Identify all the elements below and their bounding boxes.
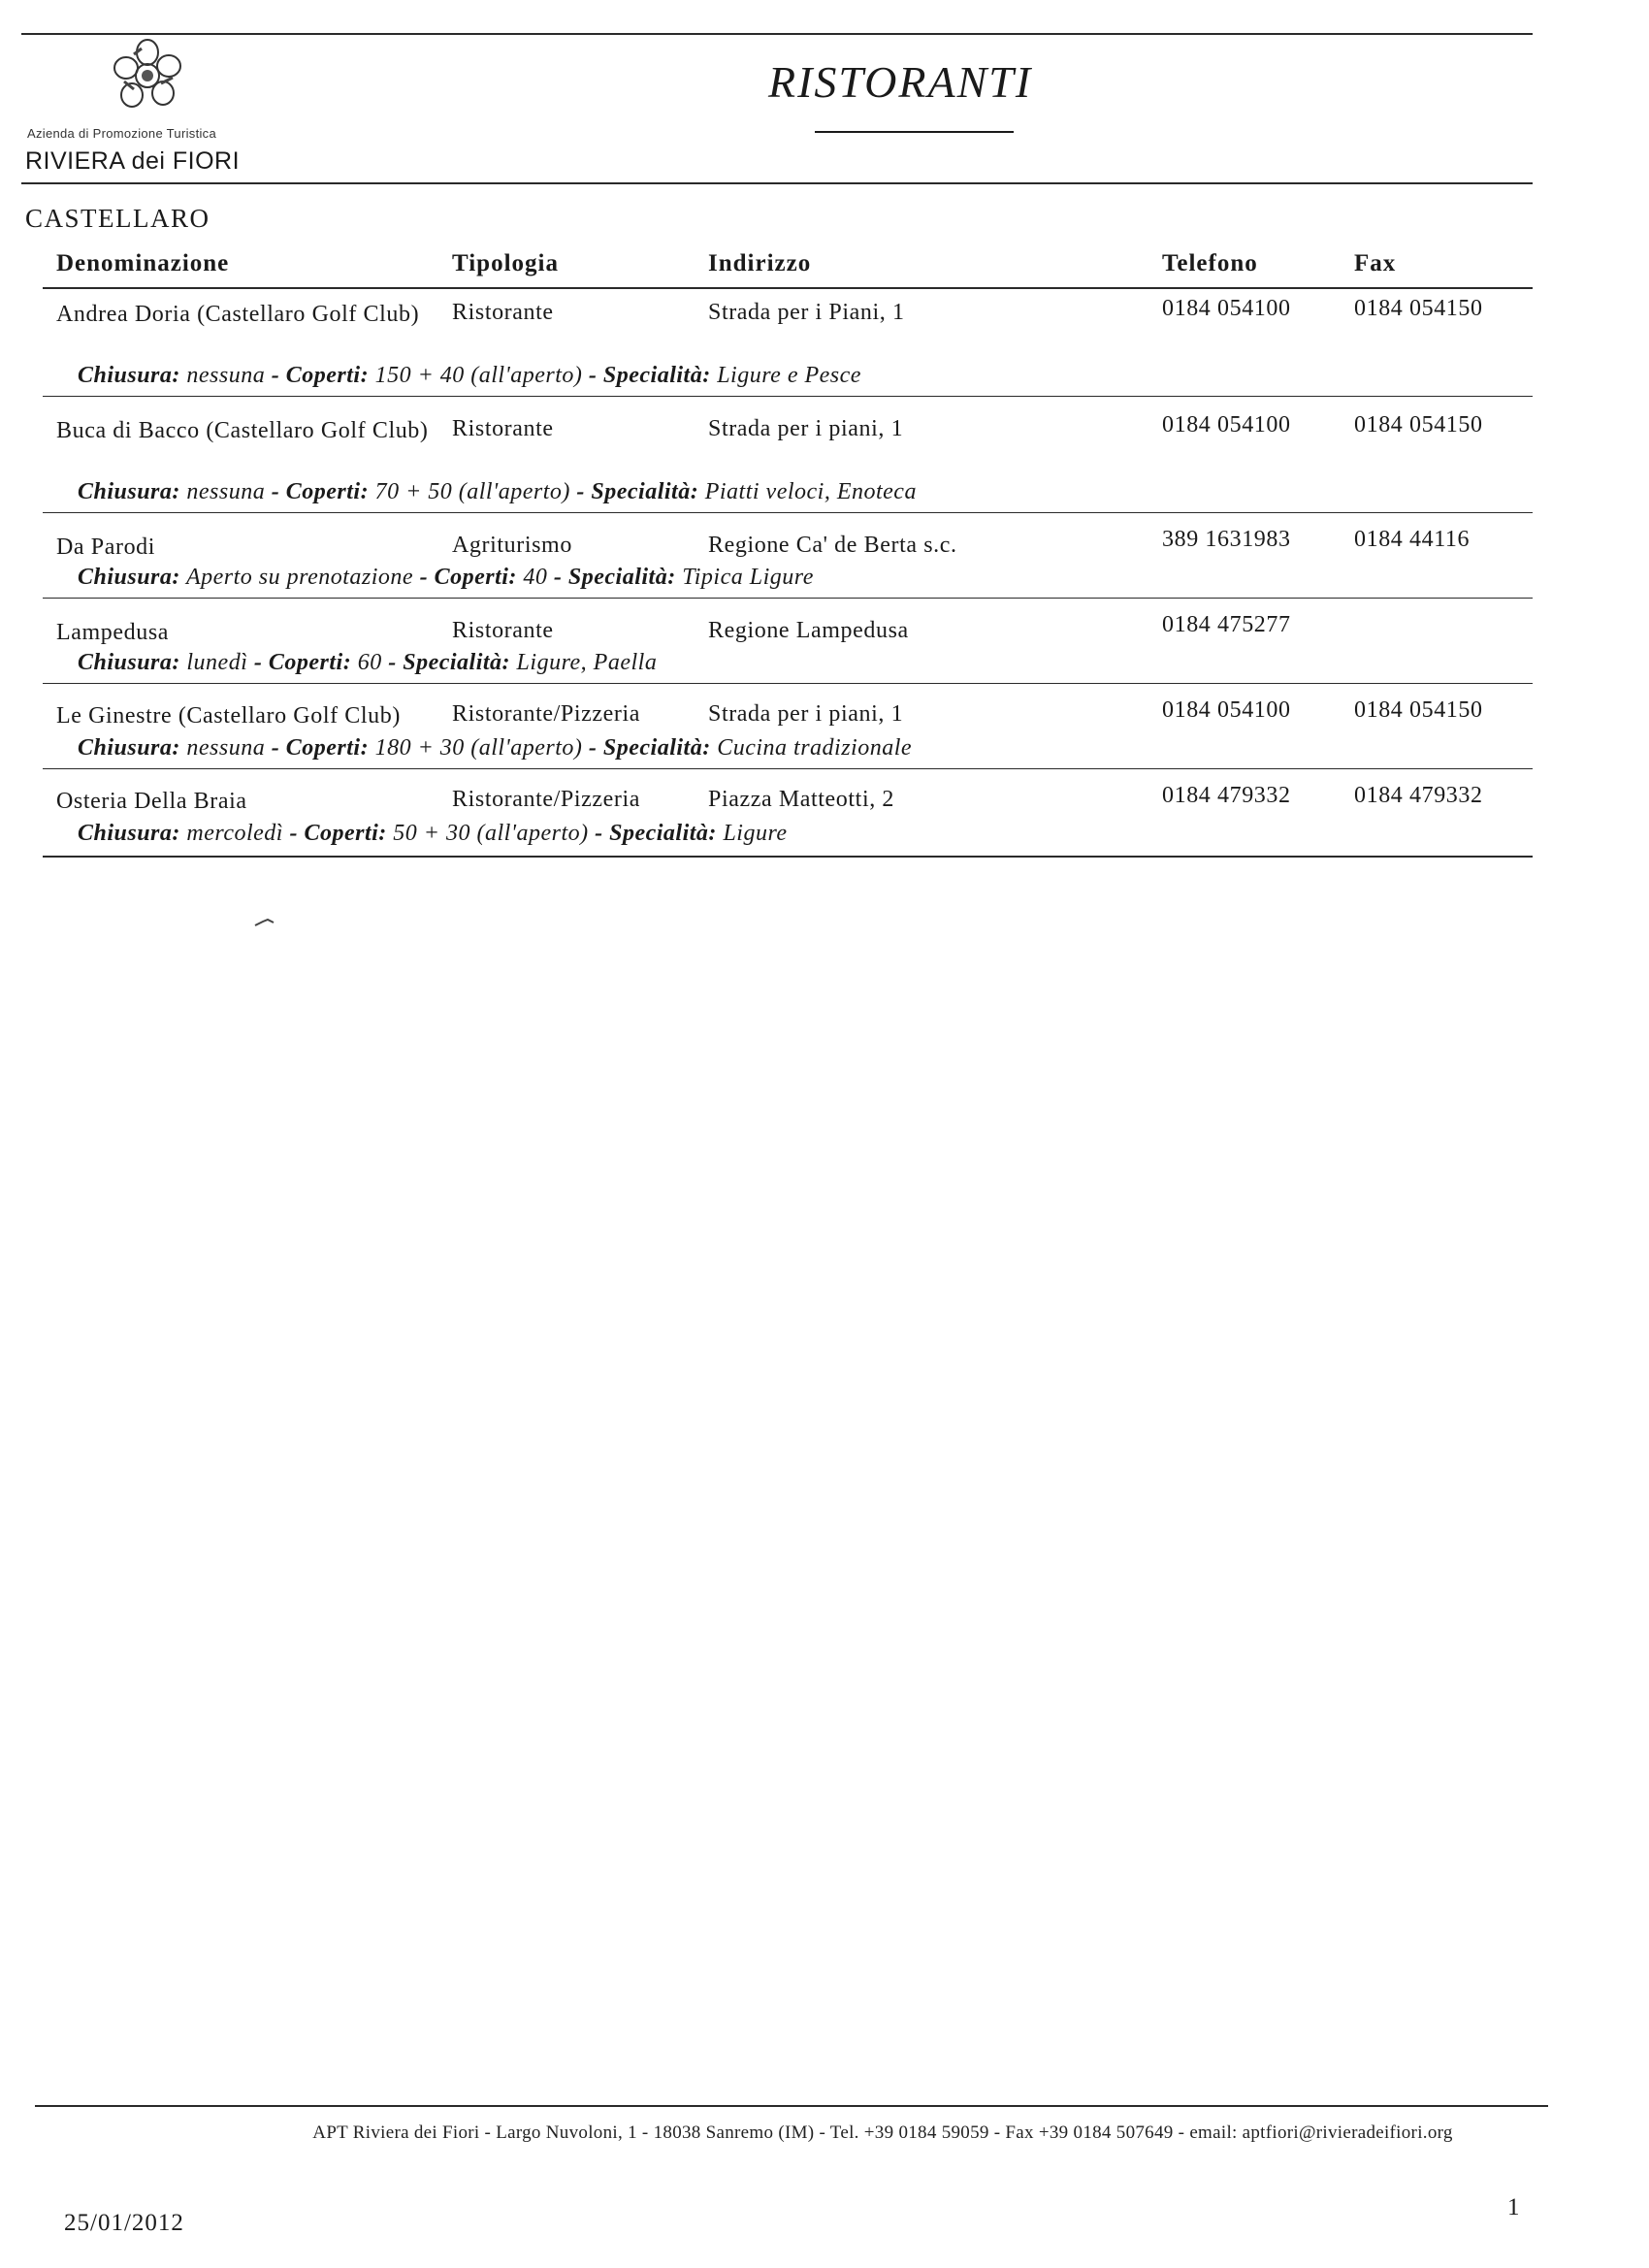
restaurant-details	[78, 565, 814, 591]
specialty-value: Tipica Ligure	[682, 565, 814, 590]
closing-label: Chiusura:	[78, 650, 180, 675]
separator: -	[271, 363, 280, 388]
agency-subtitle: Azienda di Promozione Turistica	[27, 126, 217, 141]
restaurant-details	[78, 479, 917, 505]
restaurant-name: Da Parodi	[56, 535, 156, 560]
restaurant-type: Ristorante/Pizzeria	[452, 701, 641, 727]
specialty-value: Ligure	[723, 821, 788, 846]
restaurant-details	[78, 821, 788, 847]
seats-value: 50 + 30 (all'aperto)	[393, 821, 589, 846]
footer-contact: APT Riviera dei Fiori - Largo Nuvoloni, 1 - 18038 Sanremo (IM) - Tel. +39 0184 59059 - Fax +39 0184 507649 - email: aptfiori@rivieradeifiori.org	[312, 2122, 1453, 2143]
town-heading: CASTELLARO	[25, 204, 210, 233]
specialty-label: Specialità:	[567, 565, 676, 590]
closing-label: Chiusura:	[78, 821, 180, 846]
column-header-type: Tipologia	[452, 250, 559, 276]
closing-value: Aperto su prenotazione	[185, 565, 414, 590]
closing-value: lunedì	[186, 650, 248, 675]
column-header-fax: Fax	[1354, 250, 1397, 276]
restaurant-type: Ristorante	[452, 416, 554, 441]
specialty-label: Specialità:	[602, 363, 711, 388]
restaurant-phone: 0184 054100	[1162, 697, 1291, 723]
restaurant-name: Le Ginestre (Castellaro Golf Club)	[56, 703, 401, 729]
agency-name: RIVIERA dei FIORI	[25, 147, 241, 175]
specialty-value: Piatti veloci, Enoteca	[704, 479, 917, 504]
restaurant-name: Osteria Della Braia	[56, 789, 247, 814]
scan-smudge	[254, 918, 275, 927]
specialty-value: Cucina tradizionale	[717, 735, 913, 761]
restaurant-type: Ristorante	[452, 300, 554, 325]
separator: -	[576, 479, 585, 504]
restaurant-phone: 0184 054100	[1162, 412, 1291, 437]
restaurant-address: Strada per i piani, 1	[708, 416, 904, 441]
seats-label: Coperti:	[304, 821, 387, 846]
specialty-label: Specialità:	[602, 735, 711, 761]
seats-label: Coperti:	[434, 565, 517, 590]
restaurant-name: Lampedusa	[56, 620, 170, 645]
column-header-address: Indirizzo	[708, 250, 812, 276]
restaurant-fax: 0184 054150	[1354, 697, 1483, 723]
seats-value: 150 + 40 (all'aperto)	[374, 363, 583, 388]
separator: -	[289, 821, 298, 846]
restaurant-phone: 389 1631983	[1162, 527, 1291, 552]
row-divider	[43, 396, 1533, 397]
closing-label: Chiusura:	[78, 479, 180, 504]
page-title: RISTORANTI	[768, 57, 1033, 107]
restaurant-address: Strada per i Piani, 1	[708, 300, 905, 325]
closing-value: nessuna	[186, 479, 266, 504]
specialty-value: Ligure e Pesce	[717, 363, 861, 388]
specialty-label: Specialità:	[591, 479, 699, 504]
restaurant-address: Strada per i piani, 1	[708, 701, 904, 727]
restaurant-phone: 0184 479332	[1162, 783, 1291, 808]
separator: -	[271, 735, 280, 761]
row-divider	[43, 683, 1533, 684]
restaurant-fax: 0184 44116	[1354, 527, 1471, 552]
restaurant-name: Andrea Doria (Castellaro Golf Club)	[56, 302, 420, 327]
closing-value: mercoledì	[186, 821, 283, 846]
row-divider	[43, 598, 1533, 599]
closing-value: nessuna	[186, 735, 266, 761]
restaurant-address: Regione Ca' de Berta s.c.	[708, 533, 957, 558]
specialty-value: Ligure, Paella	[516, 650, 658, 675]
seats-value: 70 + 50 (all'aperto)	[374, 479, 570, 504]
title-underline	[815, 131, 1014, 133]
restaurant-name: Buca di Bacco (Castellaro Golf Club)	[56, 418, 429, 443]
separator: -	[253, 650, 263, 675]
separator: -	[271, 479, 280, 504]
row-divider	[43, 768, 1533, 769]
restaurant-details	[78, 650, 657, 676]
restaurant-phone: 0184 475277	[1162, 612, 1291, 637]
seats-value: 180 + 30 (all'aperto)	[374, 735, 583, 761]
row-divider	[43, 512, 1533, 513]
seats-value: 40	[523, 565, 548, 590]
separator: -	[595, 821, 603, 846]
seats-label: Coperti:	[268, 650, 352, 675]
table-bottom-rule	[43, 856, 1533, 858]
separator: -	[388, 650, 397, 675]
separator: -	[588, 735, 598, 761]
closing-label: Chiusura:	[78, 735, 180, 761]
seats-label: Coperti:	[285, 479, 370, 504]
restaurant-type: Ristorante	[452, 618, 554, 643]
column-header-phone: Telefono	[1162, 250, 1258, 276]
header-row-rule	[43, 287, 1533, 289]
restaurant-fax: 0184 054150	[1354, 296, 1483, 321]
flower-emblem-icon	[105, 35, 190, 116]
closing-label: Chiusura:	[78, 363, 180, 388]
restaurant-phone: 0184 054100	[1162, 296, 1291, 321]
separator: -	[553, 565, 563, 590]
separator: -	[588, 363, 598, 388]
footer-rule	[35, 2105, 1548, 2107]
restaurant-address: Piazza Matteotti, 2	[708, 787, 895, 812]
restaurant-details	[78, 363, 861, 389]
print-date: 25/01/2012	[64, 2210, 184, 2236]
restaurant-address: Regione Lampedusa	[708, 618, 909, 643]
seats-label: Coperti:	[285, 363, 370, 388]
restaurant-fax: 0184 054150	[1354, 412, 1483, 437]
separator: -	[419, 565, 429, 590]
restaurant-details	[78, 735, 912, 761]
top-rule	[21, 33, 1533, 35]
closing-value: nessuna	[186, 363, 266, 388]
seats-label: Coperti:	[285, 735, 370, 761]
specialty-label: Specialità:	[609, 821, 717, 846]
column-header-name: Denominazione	[56, 250, 230, 276]
restaurant-type: Ristorante/Pizzeria	[452, 787, 641, 812]
closing-label: Chiusura:	[78, 565, 180, 590]
header-rule	[21, 182, 1533, 184]
restaurant-fax: 0184 479332	[1354, 783, 1483, 808]
seats-value: 60	[357, 650, 382, 675]
page-number: 1	[1507, 2194, 1520, 2220]
restaurant-type: Agriturismo	[452, 533, 572, 558]
specialty-label: Specialità:	[403, 650, 511, 675]
